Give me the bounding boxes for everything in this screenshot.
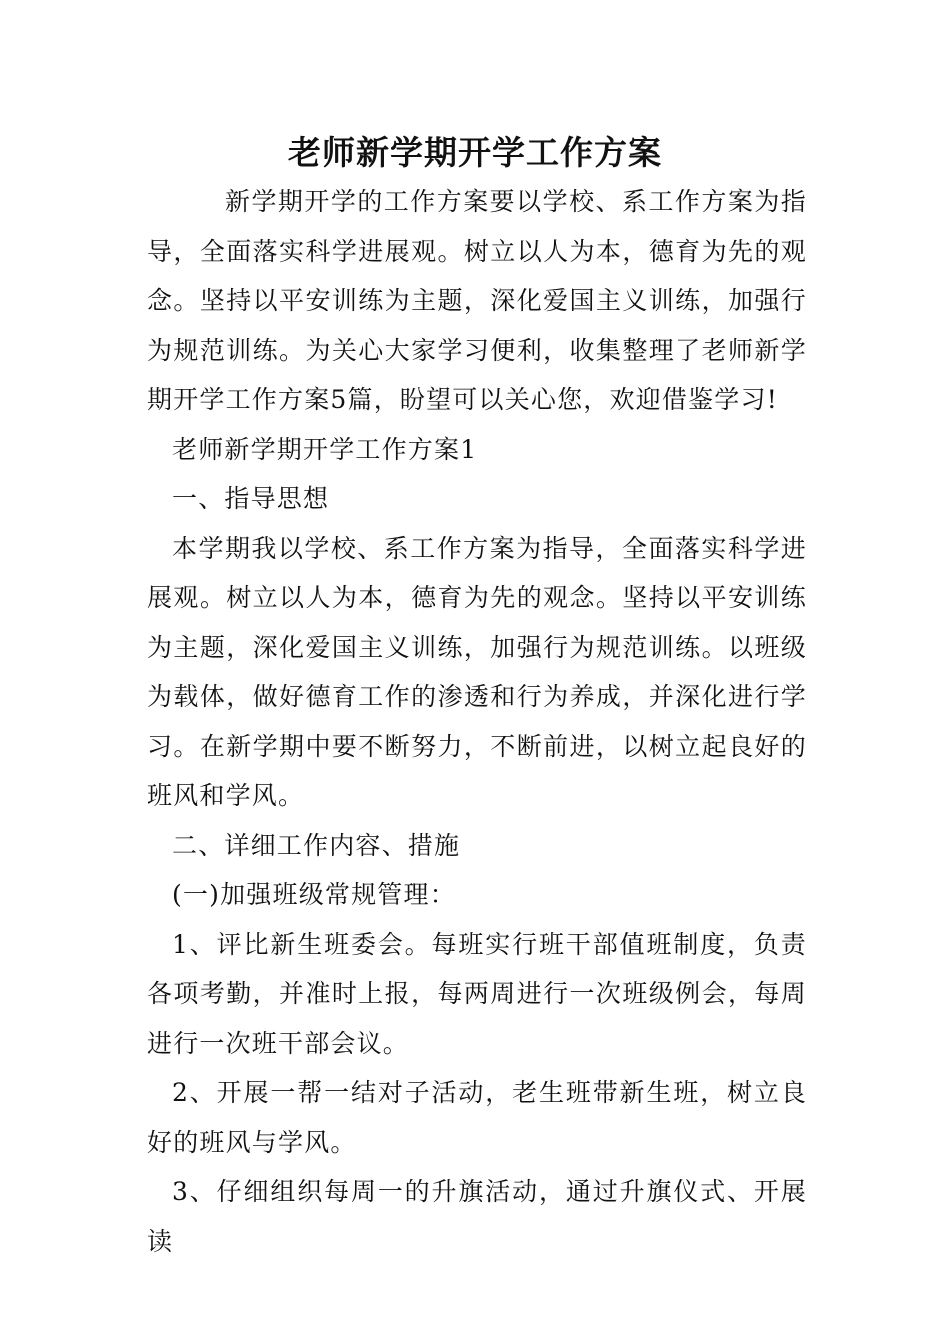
section-heading-work-content: 二、详细工作内容、措施 — [172, 830, 461, 860]
list-item-3: 3、仔细组织每周一的升旗活动，通过升旗仪式、开展读 — [147, 1177, 807, 1256]
list-item-1: 1、评比新生班委会。每班实行班干部值班制度，负责各项考勤，并准时上报，每两周进行一次班级例会，每周进行一次班干部会议。 — [147, 929, 807, 1058]
subsection-heading-class-management: (一)加强班级常规管理： — [172, 880, 456, 909]
guiding-ideology-paragraph: 本学期我以学校、系工作方案为指导，全面落实科学进展观。树立以人为本，德育为先的观念。坚持以平安训练为主题，深化爱国主义训练，加强行为规范训练。以班级为载体，做好德育工作的渗透和行为养成，并深化进行学习。在新学期中要不断努力，不断前进，以树立起良好的班风和学风。 — [147, 533, 807, 810]
section-heading-guiding-ideology: 一、指导思想 — [172, 484, 330, 513]
intro-paragraph: 新学期开学的工作方案要以学校、系工作方案为指导，全面落实科学进展观。树立以人为本，德育为先的观念。坚持以平安训练为主题，深化爱国主义训练，加强行为规范训练。为关心大家学习便利，收集整理了老师新学期开学工作方案5篇，盼望可以关心您，欢迎借鉴学习! — [147, 187, 807, 414]
document-body — [147, 177, 807, 1266]
section-heading-plan-1: 老师新学期开学工作方案1 — [172, 434, 478, 464]
list-item-2: 2、开展一帮一结对子活动，老生班带新生班，树立良好的班风与学风。 — [147, 1078, 807, 1157]
document-title: 老师新学期开学工作方案 — [288, 133, 662, 172]
